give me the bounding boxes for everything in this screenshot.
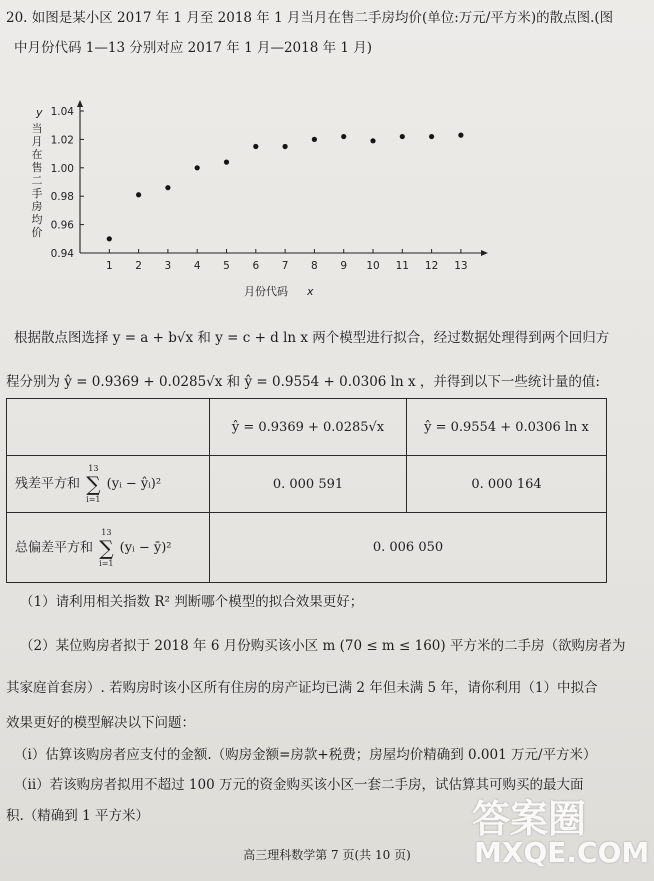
x-tick-label: 1 — [105, 260, 113, 272]
data-point — [253, 144, 258, 149]
y-axis-title-char: 在 — [31, 148, 43, 161]
x-axis-arrow — [481, 250, 488, 256]
total-sum-lower: i=1 — [99, 558, 114, 568]
data-point — [341, 134, 346, 139]
y-tick-label: 0.94 — [50, 248, 74, 260]
residual-expression: (yᵢ − ŷᵢ)² — [106, 476, 162, 492]
x-tick-label: 5 — [223, 260, 230, 272]
y-axis-variable: y — [36, 106, 43, 119]
y-tick-label: 1.02 — [50, 134, 74, 147]
y-axis-title-char: 均 — [31, 213, 43, 226]
table-header-row — [7, 399, 607, 456]
data-point — [283, 144, 288, 149]
x-tick-label: 7 — [281, 260, 289, 272]
statistics-table — [6, 398, 607, 583]
y-axis-title-char: 价 — [31, 226, 43, 239]
x-tick-label: 13 — [454, 260, 468, 272]
y-axis-title-char: 二 — [31, 174, 43, 187]
data-point — [165, 185, 170, 190]
question-2-part-i: （i）估算该购房者应支付的金额.（购房金额=房款+税费；房屋均价精确到 0.001 万元/平方米） — [14, 747, 597, 763]
x-tick-label: 11 — [395, 260, 409, 272]
watermark-logo: 答案圈 — [472, 797, 587, 841]
x-tick-label: 12 — [424, 260, 439, 272]
total-value: 0. 006 050 — [210, 513, 607, 583]
table-row-total — [7, 513, 607, 583]
x-tick-label: 6 — [252, 260, 260, 272]
question-2-line-1: （2）某位购房者拟于 2018 年 6 月份购买该小区 m (70 ≤ m ≤ 160) 平方米的二手房（欲购房者为 — [20, 638, 626, 654]
y-axis-title-char: 月 — [31, 135, 43, 148]
y-axis-title — [32, 121, 43, 239]
y-axis-arrow — [77, 100, 83, 107]
data-point — [458, 133, 463, 138]
data-point — [429, 134, 434, 139]
question-2-line-3: 效果更好的模型解决以下问题： — [6, 715, 195, 731]
total-expression: (yᵢ − ȳ)² — [119, 540, 172, 555]
residual-sum-symbol — [86, 464, 100, 504]
question-2-part-ii-line-1: （ii）若该购房者拟用不超过 100 万元的资金购买该小区一套二手房，试估算其可购买的最大面 — [14, 777, 584, 793]
y-axis-title-char: 当 — [31, 122, 43, 135]
paragraph-models: 根据散点图选择 y = a + b√x 和 y = c + d ln x 两个模型进行拟合，经过数据处理得到两个回归方 — [14, 330, 610, 346]
x-tick-label: 3 — [164, 260, 172, 272]
y-tick-label: 0.98 — [50, 191, 74, 204]
y-axis-title-char: 手 — [31, 187, 43, 200]
x-tick-label: 8 — [311, 260, 318, 272]
question-2-part-ii-line-2: 积.（精确到 1 平方米） — [6, 808, 149, 824]
y-tick-label: 1.00 — [50, 162, 74, 175]
question-2-line-2: 其家庭首套房）. 若购房时该小区所有住房的房产证均已满 2 年但未满 5 年，请你利用（1）中拟合 — [6, 680, 598, 696]
problem-line-1: 20. 如图是某小区 2017 年 1 月至 2018 年 1 月当月在售二手房均价(单位:万元/平方米)的散点图.(图 — [6, 10, 614, 26]
x-tick-label: 10 — [366, 260, 380, 272]
total-sum-upper: 13 — [101, 527, 112, 537]
sigma-glyph: ∑ — [99, 535, 114, 560]
watermark-site: MXQE.COM — [474, 836, 650, 869]
header-model-sqrt: ŷ = 0.9369 + 0.0285√x — [210, 399, 407, 456]
y-tick-label: 0.96 — [50, 219, 74, 232]
residual-value-sqrt: 0. 000 591 — [210, 456, 407, 513]
data-point — [107, 236, 112, 241]
table-corner-cell — [7, 399, 210, 456]
data-point — [136, 192, 141, 197]
question-1: （1）请利用相关指数 R² 判断哪个模型的拟合效果更好； — [20, 594, 364, 610]
residual-label-cell — [7, 456, 210, 513]
residual-value-ln: 0. 000 164 — [407, 456, 607, 513]
y-axis-title-char: 售 — [31, 161, 43, 174]
data-point — [400, 134, 405, 139]
table-row-residual — [7, 456, 607, 513]
x-tick-label: 4 — [193, 260, 201, 272]
problem-line-2: 中月份代码 1—13 分别对应 2017 年 1 月—2018 年 1 月) — [14, 40, 373, 56]
x-tick-label: 2 — [135, 260, 142, 272]
scatter-chart — [0, 88, 520, 310]
total-sum-symbol — [99, 528, 113, 568]
total-label: 总偏差平方和 — [15, 540, 94, 555]
x-axis-title: 月份代码 — [244, 285, 288, 298]
sigma-glyph: ∑ — [86, 472, 101, 496]
x-axis-variable: x — [307, 285, 314, 298]
residual-sum-upper: 13 — [88, 464, 99, 473]
residual-label: 残差平方和 — [15, 476, 81, 492]
data-point — [224, 160, 229, 165]
data-point — [195, 165, 200, 170]
page-footer: 高三理科数学第 7 页(共 10 页) — [243, 848, 411, 862]
total-label-cell — [7, 513, 210, 583]
y-axis-title-char: 房 — [31, 200, 43, 213]
paragraph-regressions: 程分别为 ŷ = 0.9369 + 0.0285√x 和 ŷ = 0.9554 + 0.0306 ln x ，并得到以下一些统计量的值: — [6, 374, 600, 390]
residual-sum-lower: i=1 — [86, 495, 101, 504]
data-point — [312, 137, 317, 142]
header-model-ln: ŷ = 0.9554 + 0.0306 ln x — [407, 399, 607, 456]
data-point — [370, 138, 375, 143]
y-tick-label: 1.04 — [50, 106, 74, 118]
x-tick-label: 9 — [340, 260, 348, 272]
